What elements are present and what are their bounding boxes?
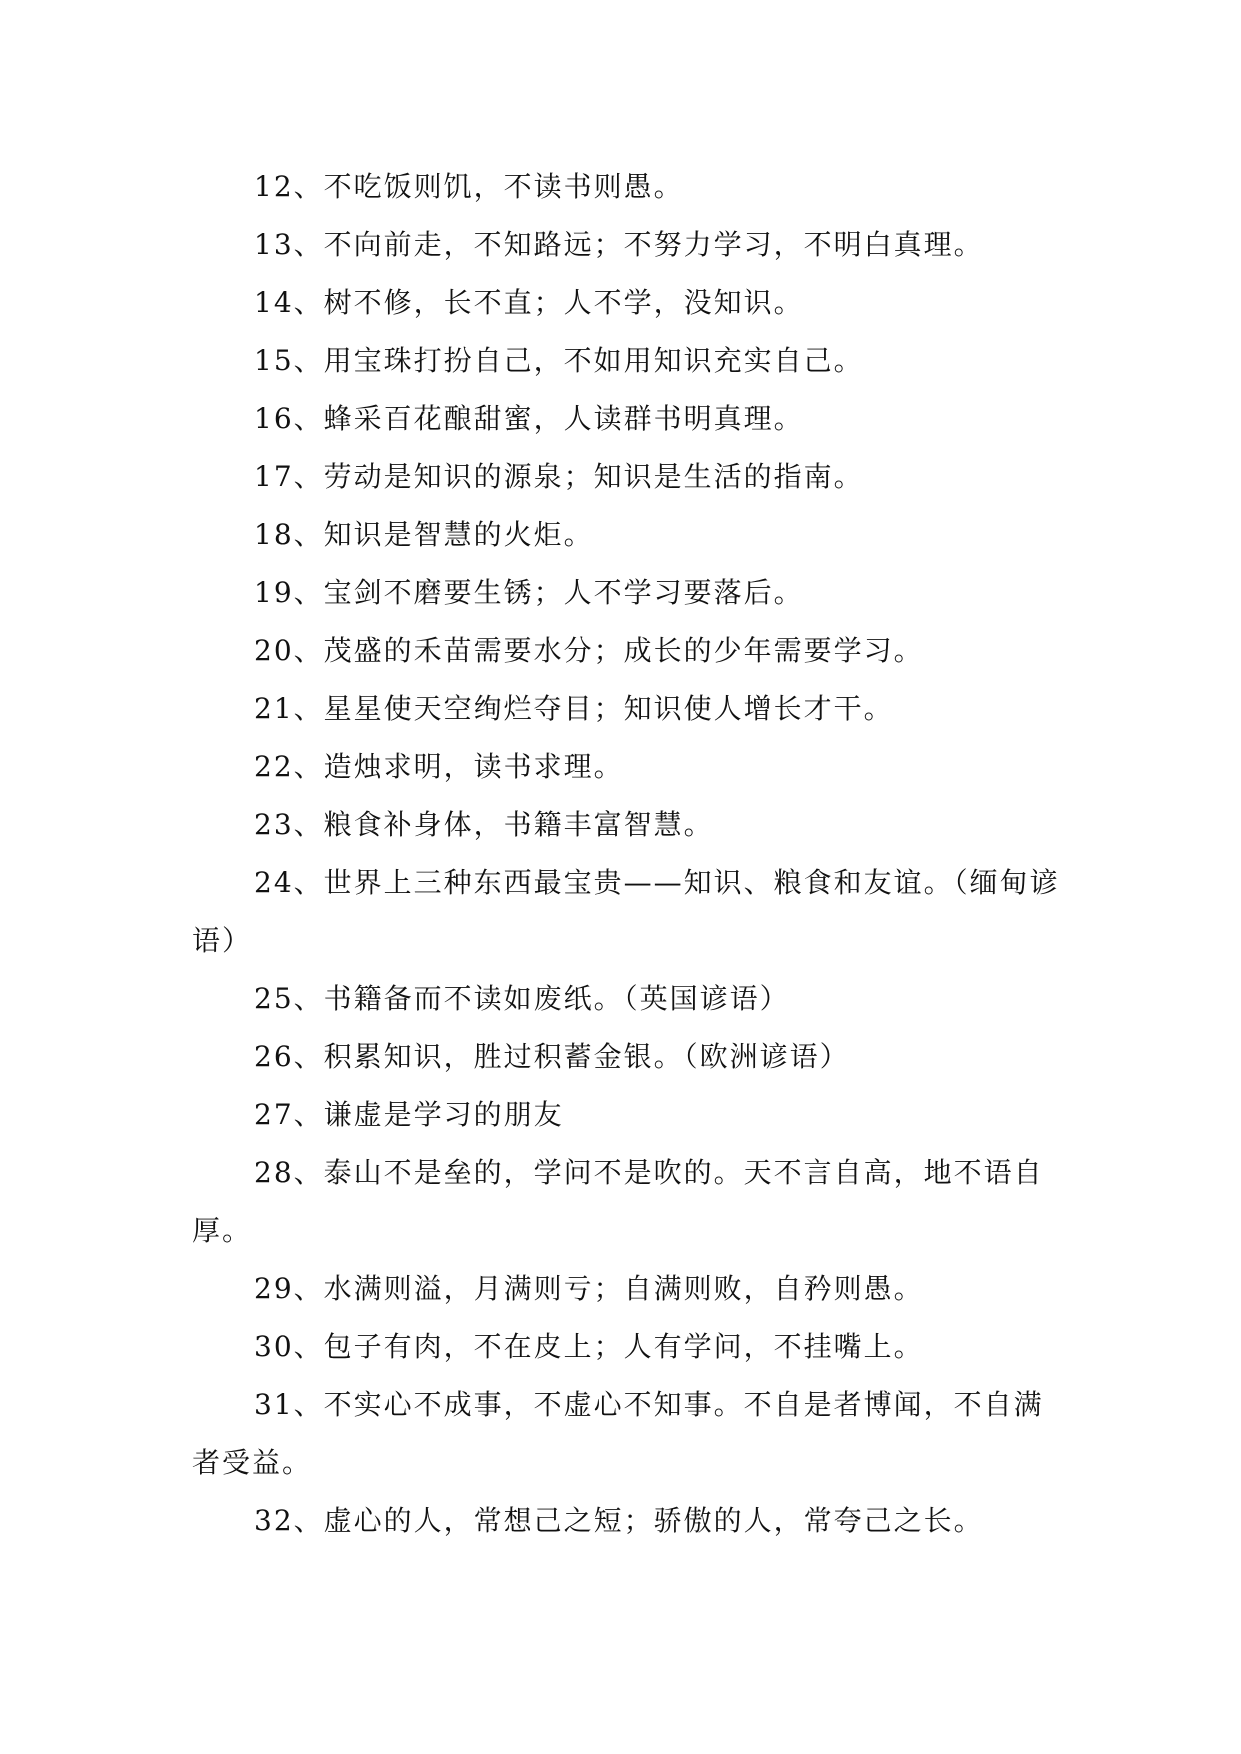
proverb-23: 23、粮食补身体，书籍丰富智慧。 xyxy=(254,808,714,841)
proverb-14: 14、树不修，长不直；人不学，没知识。 xyxy=(254,286,804,319)
proverb-28: 28、泰山不是垒的，学问不是吹的。天不言自高，地不语自厚。 xyxy=(192,1156,1044,1247)
proverb-18: 18、知识是智慧的火炬。 xyxy=(254,518,594,551)
proverb-25: 25、书籍备而不读如废纸。（英国谚语） xyxy=(254,982,790,1015)
proverb-17: 17、劳动是知识的源泉；知识是生活的指南。 xyxy=(254,460,864,493)
proverb-20: 20、茂盛的禾苗需要水分；成长的少年需要学习。 xyxy=(254,634,924,667)
proverb-list xyxy=(192,158,1072,1550)
proverb-32: 32、虚心的人，常想己之短；骄傲的人，常夸己之长。 xyxy=(254,1504,984,1537)
proverb-13: 13、不向前走，不知路远；不努力学习，不明白真理。 xyxy=(254,228,984,261)
proverb-27: 27、谦虚是学习的朋友 xyxy=(254,1098,564,1131)
proverb-21: 21、星星使天空绚烂夺目；知识使人增长才干。 xyxy=(254,692,894,725)
proverb-22: 22、造烛求明，读书求理。 xyxy=(254,750,624,783)
proverb-16: 16、蜂采百花酿甜蜜，人读群书明真理。 xyxy=(254,402,804,435)
proverb-29: 29、水满则溢，月满则亏；自满则败，自矜则愚。 xyxy=(254,1272,924,1305)
proverb-26: 26、积累知识，胜过积蓄金银。（欧洲谚语） xyxy=(254,1040,850,1073)
proverb-12: 12、不吃饭则饥，不读书则愚。 xyxy=(254,170,684,203)
proverb-24: 24、世界上三种东西最宝贵——知识、粮食和友谊。（缅甸谚语） xyxy=(192,866,1060,957)
proverb-19: 19、宝剑不磨要生锈；人不学习要落后。 xyxy=(254,576,804,609)
proverb-30: 30、包子有肉，不在皮上；人有学问，不挂嘴上。 xyxy=(254,1330,924,1363)
proverb-15: 15、用宝珠打扮自己，不如用知识充实自己。 xyxy=(254,344,864,377)
proverb-31: 31、不实心不成事，不虚心不知事。不自是者博闻，不自满者受益。 xyxy=(192,1388,1044,1479)
